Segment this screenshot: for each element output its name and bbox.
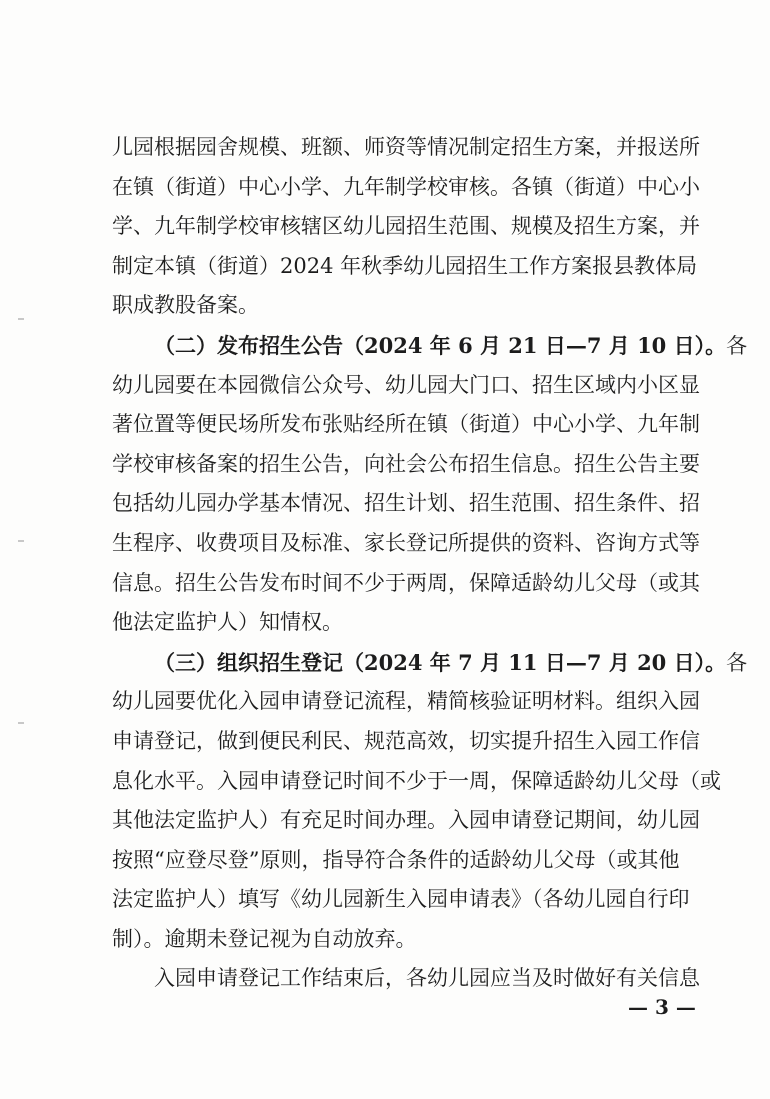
text-line: 其他法定监护人）有充足时间办理。入园申请登记期间，幼儿园: [112, 808, 700, 833]
text-line: 息化水平。入园申请登记时间不少于一周，保障适龄幼儿父母（或: [112, 768, 721, 793]
section-heading-line: （三）组织招生登记（2024 年 7 月 11 日—7 月 20 日）。各: [154, 649, 748, 675]
scan-mark: [18, 318, 24, 320]
document-body: [112, 128, 748, 999]
text-line: 幼儿园要在本园微信公众号、幼儿园大门口、招生区域内小区显: [112, 372, 700, 397]
page-number: — 3 —: [628, 995, 696, 1019]
text-line: 法定监护人）填写《幼儿园新生入园申请表》（各幼儿园自行印: [112, 887, 690, 912]
text-line: 他法定监护人）知情权。: [112, 610, 343, 635]
text-line: 职成教股备案。: [112, 293, 259, 318]
text-line: 包括幼儿园办学基本情况、招生计划、招生范围、招生条件、招: [112, 491, 700, 516]
text-line: 入园申请登记工作结束后，各幼儿园应当及时做好有关信息: [154, 966, 700, 991]
text-line: 按照“应登尽登”原则，指导符合条件的适龄幼儿父母（或其他: [112, 847, 680, 872]
text-line: 申请登记，做到便民利民、规范高效，切实提升招生入园工作信: [112, 728, 700, 753]
text-line: 幼儿园要优化入园申请登记流程，精简核验证明材料。组织入园: [112, 689, 700, 714]
text-line: 制）。逾期未登记视为自动放弃。: [112, 926, 417, 951]
section-heading: （二）发布招生公告（2024 年 6 月 21 日—7 月 10 日）。: [154, 332, 727, 358]
section-heading: （三）组织招生登记（2024 年 7 月 11 日—7 月 20 日）。: [154, 649, 727, 675]
text-line: 学、九年制学校审核辖区幼儿园招生范围、规模及招生方案，并: [112, 214, 700, 239]
text-line: 在镇（街道）中心小学、九年制学校审核。各镇（街道）中心小: [112, 174, 700, 199]
scan-mark: [18, 540, 24, 542]
text-line: 信息。招生公告发布时间不少于两周，保障适龄幼儿父母（或其: [112, 570, 700, 595]
text-line: 学校审核备案的招生公告，向社会公布招生信息。招生公告主要: [112, 451, 700, 476]
text-line: 著位置等便民场所发布张贴经所在镇（街道）中心小学、九年制: [112, 412, 700, 437]
text-line: 儿园根据园舍规模、班额、师资等情况制定招生方案，并报送所: [112, 135, 700, 159]
text-line: 生程序、收费项目及标准、家长登记所提供的资料、咨询方式等: [112, 530, 700, 555]
scan-mark: [18, 722, 24, 724]
text-line: 制定本镇（街道）2024 年秋季幼儿园招生工作方案报县教体局: [112, 253, 698, 278]
section-heading-line: （二）发布招生公告（2024 年 6 月 21 日—7 月 10 日）。各: [154, 332, 748, 358]
